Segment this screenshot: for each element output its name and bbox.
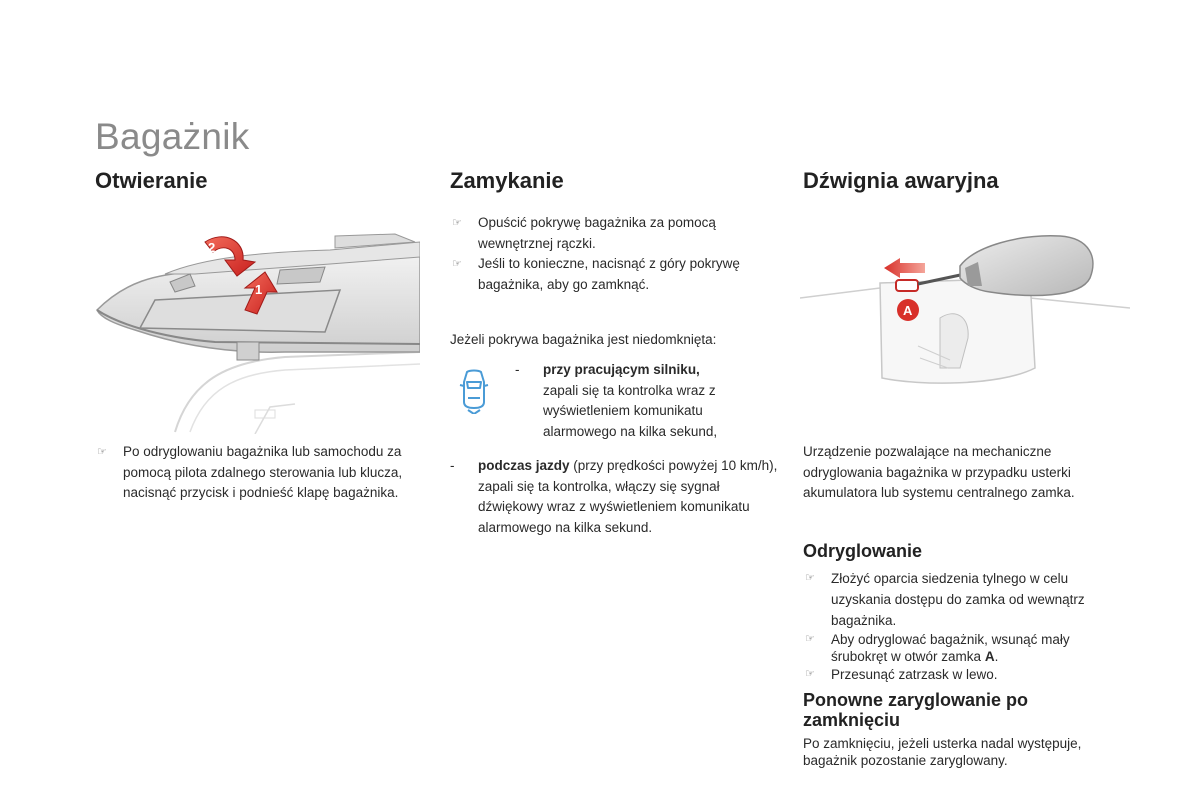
list-item: ☞ Jeśli to konieczne, nacisnąć z góry pokrywę bagażnika, aby go zamknąć.	[452, 256, 740, 292]
bullet-hand-icon: ☞	[805, 572, 815, 584]
bullet-hand-icon: ☞	[452, 258, 462, 270]
heading-dzwignia-awaryjna: Dźwignia awaryjna	[803, 168, 999, 193]
trunk-opening-illustration	[95, 212, 420, 434]
item-engine-running	[515, 360, 760, 442]
list-item: ☞ Opuścić pokrywę bagażnika za pomocą wewnętrznej rączki.	[452, 215, 716, 251]
emergency-lever-illustration	[800, 228, 1130, 388]
heading-odryglowanie: Odryglowanie	[803, 541, 923, 561]
heading-otwieranie: Otwieranie	[95, 168, 208, 193]
list-item: - podczas jazdy (przy prędkości powyżej 10 km/h), zapali się ta kontrolka, włączy się sygnał dźwiękowy wraz z wyświetleniem komunikatu alarmowego na kilka sekund.	[450, 458, 778, 535]
step-2-label: 2	[208, 240, 216, 255]
zaryglowanie-text: Po zamknięciu, jeżeli usterka nadal występuje, bagażnik pozostanie zaryglowany.	[803, 736, 1082, 768]
lock-label-a: A	[903, 303, 913, 318]
zamykanie-intro: Jeżeli pokrywa bagażnika jest niedomknięta:	[450, 332, 717, 347]
dzwignia-description: Urządzenie pozwalające na mechaniczne odryglowania bagażnika w przypadku usterki akumulatora lub systemu centralnego zamka.	[803, 444, 1075, 500]
otwieranie-text	[95, 442, 415, 504]
list-item: - przy pracującym silniku, zapali się ta kontrolka wraz z wyświetleniem komunikatu alarmowego na kilka sekund,	[515, 362, 718, 439]
bullet-hand-icon: ☞	[805, 668, 815, 680]
step-1-label: 1	[255, 282, 263, 297]
odryglowanie-list	[803, 568, 1128, 684]
heading-ponowne-zaryglowanie: Ponowne zaryglowanie po zamknięciu	[803, 690, 1029, 730]
zamykanie-list	[450, 213, 775, 295]
list-item: ☞ Aby odryglować bagażnik, wsunąć mały śrubokręt w otwór zamka A.	[805, 632, 1070, 664]
list-item: ☞ Złożyć oparcia siedzenia tylnego w celu uzyskania dostępu do zamka od wewnątrz bagażnika.	[803, 568, 1128, 631]
open-trunk-warning-icon	[455, 368, 493, 414]
list-item: ☞ Przesunąć zatrzask w lewo.	[805, 667, 998, 682]
bullet-hand-icon: ☞	[805, 633, 815, 645]
page-title: Bagażnik	[95, 116, 250, 157]
item-while-driving	[450, 456, 780, 538]
heading-zamykanie: Zamykanie	[450, 168, 564, 193]
bullet-hand-icon: ☞	[97, 446, 107, 458]
list-item: ☞ Po odryglowaniu bagażnika lub samochodu za pomocą pilota zdalnego sterowania lub klucza, nacisnąć przycisk i podnieść klapę bagażnika.	[97, 444, 403, 500]
bullet-hand-icon: ☞	[452, 217, 462, 229]
